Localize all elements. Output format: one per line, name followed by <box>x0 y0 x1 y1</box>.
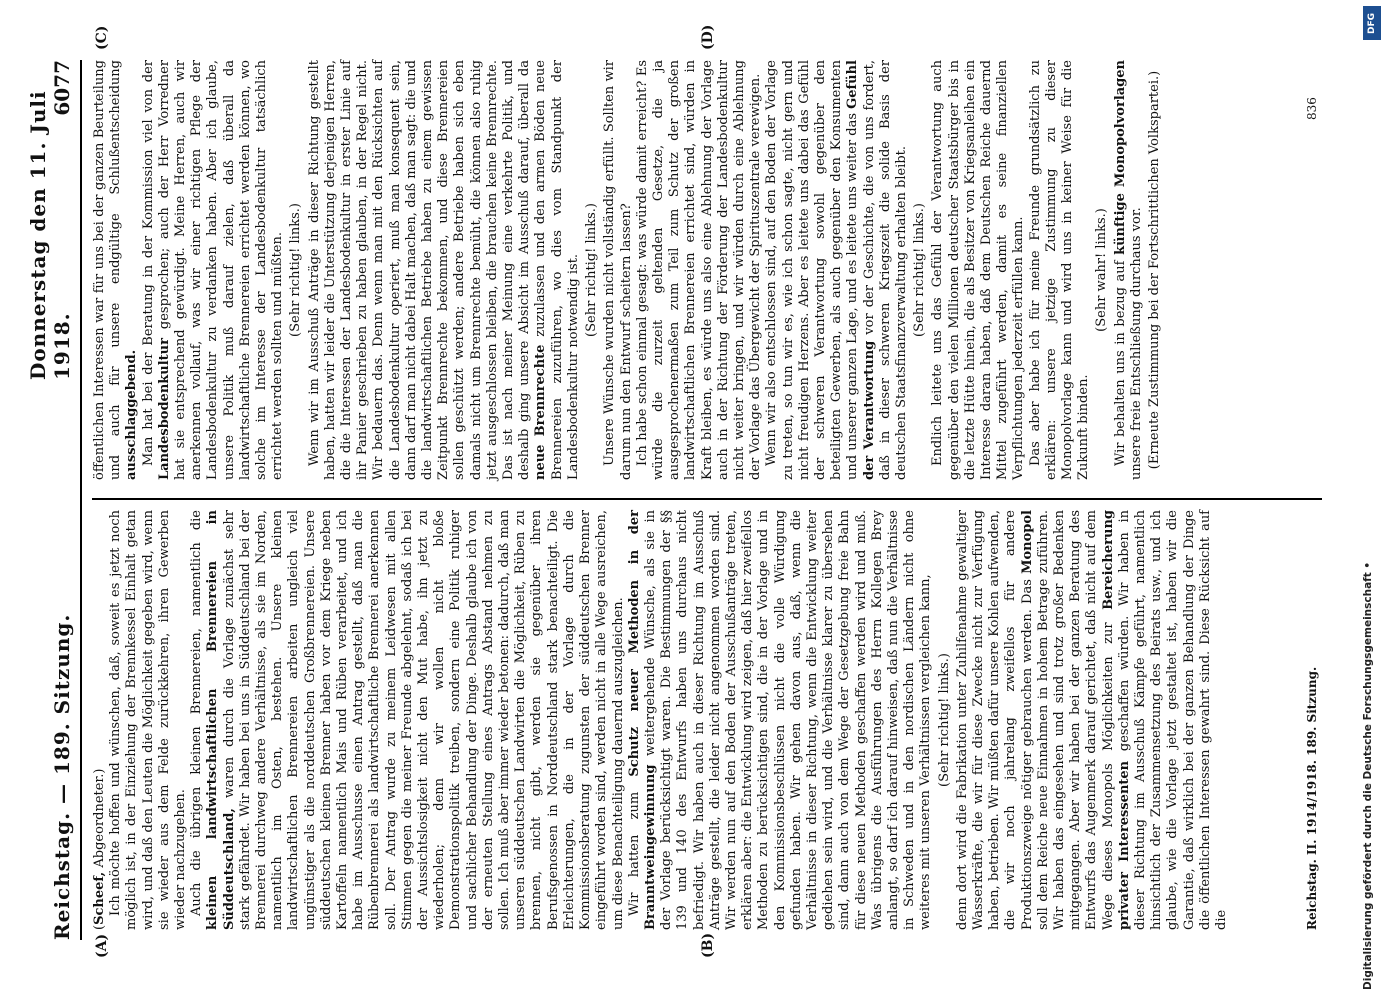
interjection: (Sehr wahr! links.) <box>1094 208 1110 332</box>
emphasis: ausschlaggebend. <box>124 349 140 480</box>
interjection: (Sehr richtig! links.) <box>288 203 304 337</box>
paragraph: öffentlichen Interessen war für uns bei der ganzen Beurteilung und auch für unsere endgültige Schlußentscheidung ausschlaggebend. <box>92 60 140 480</box>
paragraph: denn dort wird die Fabrikation unter Zuhilfenahme gewaltiger Wasserkräfte, die wir für diese Zwecke nicht zur Verfügung haben, betrieben. Wir müßten dafür unsere Kohlen aufwenden, die wir noch jahrelang zweifellos für andere Produktionszweige nötiger gebrauchen werden. Das Monopol soll dem Reiche neue Einnahmen in hohem Betrage zuführen. Wir haben das eingesehen und sind trotz großer Bedenken mitgegangen. Aber wir haben bei der ganzen Beratung des Entwurfs das Augenmerk darauf gerichtet, daß nicht auf dem Wege dieses Monopols Möglichkeiten zur Bereicherung privater Interessenten geschaffen würden. Wir haben in dieser Richtung im Ausschuß Kämpfe geführt, namentlich hinsichtlich der Zusammensetzung des Beirats usw., und ich glaube, wie die Vorlage jetzt gestaltet ist, haben wir die Garantie, daß wirklich bei der ganzen Behandlung der Dinge die öffentlichen Interessen gewahrt sind. Diese Rücksicht auf die <box>954 509 1230 930</box>
emphasis: Landesbodenkultur <box>156 338 172 480</box>
paragraph: Ich möchte hoffen und wünschen, daß, soweit es jetzt noch möglich ist, in der Einziehung der Brennkessel Einhalt getan wird, und daß den Leuten die Möglichkeit gegeben wird, wenn sie wieder aus dem Felde zurückkehren, ihren Gewerben wieder nachzugehen. <box>108 510 189 930</box>
header-date: Donnerstag den 11. Juli 1918. <box>26 90 74 380</box>
margin-marker-a: (A) <box>94 933 110 958</box>
margin-marker-b: (B) <box>700 932 716 958</box>
speaker-role: Abgeordneter.) <box>92 768 107 868</box>
interjection: (Sehr richtig! links.) <box>584 203 600 337</box>
paragraph: Man hat bei der Beratung in der Kommission viel von der Landesbodenkultur gesprochen; auch der Herr Vorredner hat sie entsprechend gewürdigt. Meine Herren, auch wir anerkennen vollauf, was wir einer richtigen Pflege der Landesbodenkultur zu verdanken haben. Aber ich glaube, unsere Politik muß darauf zielen, daß überall da landwirtschaftliche Brennereien errichtet werden können, wo solche im Interesse der Landesbodenkultur tatsächlich errichtet werden sollten und müßten. <box>140 60 286 480</box>
paragraph: Ich habe schon einmal gesagt: was würde damit erreicht? Es würde die zurzeit geltenden Gesetze, die ja ausgesprochenermaßen zum Teil zum Schutz der großen landwirtschaftlichen Brennereien errichtet sind, würden in Kraft bleiben, es würde uns also eine Ablehnung der Vorlage auch in der Richtung der Förderung der Landesbodenkultur nicht weiter bringen, und wir würden durch eine Ablehnung der Vorlage das Übergewicht der Spirituszentrale verewigen. <box>634 60 764 480</box>
emphasis: Bereicherung privater Interessenten <box>1100 510 1132 930</box>
funding-notice: Digitalisierung gefördert durch die Deutsche Forschungsgemeinschaft • <box>1362 561 1374 990</box>
right-column <box>92 60 1165 480</box>
left-column <box>92 510 1230 930</box>
emphasis: kleinen landwirtschaftlichen Brennereien in Süddeutschland, <box>205 510 237 930</box>
paragraph: Das aber habe ich für meine Freunde grundsätzlich zu erklären: unsere jetzige Zustimmung zu dieser Monopolvorlage kann und wird uns in keiner Weise für die Zukunft binden. <box>1027 60 1092 480</box>
emphasis: Gefühl der Verantwortung <box>845 60 877 480</box>
speaker-line: (Scheef, Abgeordneter.) <box>92 768 107 930</box>
paragraph: Wenn wir also entschlossen sind, auf den Boden der Vorlage zu treten, so tun wir es, wie ich schon sagte, nicht gern und nicht freudigen Herzens. Aber es leitete uns dabei das Gefühl der schweren Verantwortung sowohl gegenüber den beteiligten Gewerben, als auch gegenüber den Konsumenten und unserer ganzen Lage, und es leitete uns weiter das Gefühl der Verantwortung vor der Geschichte, die von uns fordert, daß in dieser schweren Kriegszeit die solide Basis der deutschen Staatsfinanzverwaltung erhalten bleibt. <box>764 60 909 480</box>
paragraph: Auch die übrigen kleinen Brennereien, namentlich die kleinen landwirtschaftlichen Brennereien in Süddeutschland, waren durch die Vorlage zunächst sehr stark gefährdet. Wir haben bei uns in Süddeutschland bei der Brennerei durchweg andere Verhältnisse, als sie im Norden, namentlich im Osten, bestehen. Unsere kleinen landwirtschaftlichen Brennereien arbeiten ungleich viel ungünstiger als die norddeutschen Großbrennereien. Unsere süddeutschen kleinen Brenner haben vor dem Kriege neben Kartoffeln namentlich Mais und Rüben verarbeitet, und ich habe im Ausschusse einen Antrag gestellt, daß man die Rübenbrennerei als landwirtschaftliche Brennerei anerkennen soll. Der Antrag wurde zu meinem Leidwesen mit allen Stimmen gegen die meiner Freunde abgelehnt, sodaß ich bei der Aussichtslosigkeit nicht den Mut habe, ihn jetzt zu wiederholen; denn wir wollen nicht bloße Demonstrationspolitik treiben, sondern eine Politik ruhiger und sachlicher Behandlung der Dinge. Deshalb glaube ich von der erneuten Stellung eines Antrags Abstand nehmen zu sollen. Ich muß aber immer wieder betonen: dadurch, daß man unseren süddeutschen Landwirten die Möglichkeit, Rüben zu brennen, nicht gibt, werden sie gegenüber ihren Berufsgenossen in Norddeutschland stark benachteiligt. Die Erleichterungen, die in der Vorlage durch die Kommissionsberatung zugunsten der süddeutschen Brenner eingeführt worden sind, werden nicht in alle Wege ausreichen, um diese Benachteiligung dauernd auszugleichen. <box>189 510 626 930</box>
emphasis: Schutz neuer Methoden in der Branntweingewinnung <box>626 510 658 930</box>
interjection: (Sehr richtig! links.) <box>936 653 952 787</box>
margin-marker-c: (C) <box>94 25 110 50</box>
margin-marker-d: (D) <box>700 24 716 50</box>
footer-page-number: 836 <box>1305 97 1319 120</box>
emphasis: Monopol <box>1019 510 1035 574</box>
speaker-name: Scheef, <box>92 871 107 925</box>
paragraph: Wir hatten zum Schutz neuer Methoden in der Branntweingewinnung weitergehende Wünsche, als sie in der Vorlage berücksichtigt waren. Die Bestimmungen der §§ 139 und 140 des Entwurfs haben uns durchaus nicht befriedigt. Wir haben auch in dieser Richtung im Ausschuß Anträge gestellt, die leider nicht angenommen worden sind. Wir werden nun auf den Boden der Ausschußanträge treten, erklären aber: die Entwicklung wird zeigen, daß hier zweifellos Methoden zu berücksichtigen sind, die in der Vorlage und in den Kommissionsbeschlüssen nicht die volle Würdigung gefunden haben. Wir gehen davon aus, daß, wenn die Verhältnisse in dieser Richtung, wenn die Entwicklung weiter gediehen sein wird, und die Verhältnisse klarer zu übersehen sind, dann auch von dem Wege der Gesetzgebung freie Bahn für diese neuen Methoden geschaffen werden wird und muß. Was übrigens die Ausführungen des Herrn Kollegen Brey anlangt, so darf ich darauf hinweisen, daß nun die Verhältnisse in Schweden und in den nordischen Ländern nicht ohne weiteres mit unseren Verhältnissen vergleichen kann, <box>626 510 934 930</box>
dfg-logo: DFG <box>1363 6 1381 40</box>
paragraph: Endlich leitete uns das Gefühl der Verantwortung auch gegenüber den vielen Millionen deutscher Staatsbürger bis in die letzte Hütte hinein, die als Besitzer von Kriegsanleihen ein Interesse daran haben, daß dem Deutschen Reiche dauernd Mittel zugeführt werden, damit es seine finanziellen Verpflichtungen jederzeit erfüllen kann. <box>930 60 1027 480</box>
page-header <box>26 60 82 940</box>
emphasis: künftige Monopolvorlagen <box>1112 60 1128 255</box>
paragraph: Wenn wir im Ausschuß Anträge in dieser Richtung gestellt haben, hatten wir leider die Unterstützung derjenigen Herren, die die Interessen der Landesbodenkultur in erster Linie auf ihr Panier geschrieben zu haben glauben, in der Regel nicht. Wir bedauern das. Denn wenn man mit den Rücksichten auf die Landesbodenkultur operiert, muß man konsequent sein, dann darf man nicht dabei Halt machen, daß man sagt: die und die landwirtschaftlichen Betriebe haben zu einem gewissen Zeitpunkt Brennrechte bekommen, und diese Brennereien sollen geschützt werden; andere Betriebe haben sich eben damals nicht um Brennrechte bemüht, die können also ruhig jetzt ausgeschlossen bleiben, die brauchen keine Brennrechte. Das ist nach meiner Meinung eine verkehrte Politik, und deshalb ging unsere Absicht im Ausschuß darauf, überall da neue Brennrechte zuzulassen und den armen Böden neue Brennereien zuzuführen, wo dies vom Standpunkt der Landesbodenkultur notwendig ist. <box>306 60 581 480</box>
paragraph: Wir behalten uns in bezug auf künftige Monopolvorlagen unsere freie Entschließung durchaus vor. <box>1112 60 1144 480</box>
interjection: (Sehr richtig! links.) <box>912 203 928 337</box>
paragraph: Unsere Wünsche wurden nicht vollständig erfüllt. Sollten wir darum nun den Entwurf scheitern lassen? <box>602 60 634 480</box>
column-divider <box>92 498 1322 500</box>
emphasis: neue Brennrechte <box>533 344 549 480</box>
header-session: Reichstag. — 189. Sitzung. <box>50 613 74 940</box>
page-footer: Reichstag. II. 1914/1918. 189. Sitzung. <box>1305 666 1319 930</box>
header-page-number: 6077 <box>50 60 74 116</box>
interjection: (Erneute Zustimmung bei der Fortschrittlichen Volkspartei.) <box>1147 70 1162 470</box>
